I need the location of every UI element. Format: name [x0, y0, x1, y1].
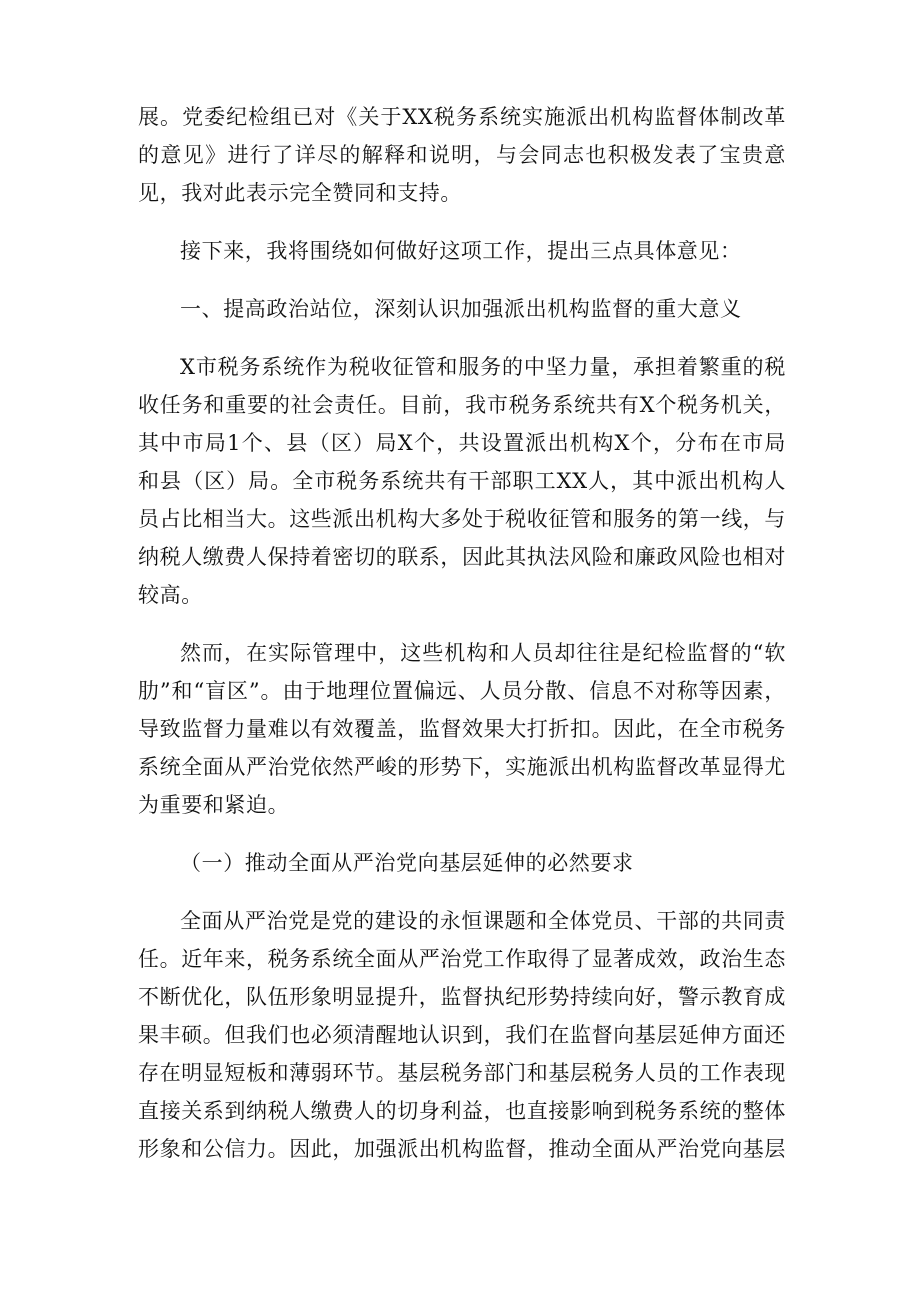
paragraph-requirement: 全面从严治党是党的建设的永恒课题和全体党员、干部的共同责任。近年来，税务系统全面从严治党工作取得了显著成效，政治生态不断优化，队伍形象明显提升，监督执纪形势持续向好，警示教育成果丰硕。但我们也必须清醒地认识到，我们在监督向基层延伸方面还存在明显短板和薄弱环节。基层税务部门和基层税务人员的工作表现直接关系到纳税人缴费人的切身利益，也直接影响到税务系统的整体形象和公信力。因此，加强派出机构监督，推动全面从严治党向基层 [138, 909, 786, 1161]
paragraph-continuation: 展。党委纪检组已对《关于XX税务系统实施派出机构监督体制改革的意见》进行了详尽的解释和说明，与会同志也积极发表了宝贵意见，我对此表示完全赞同和支持。 [138, 105, 786, 205]
paragraph-background: X市税务系统作为税收征管和服务的中坚力量，承担着繁重的税收任务和重要的社会责任。目前，我市税务系统共有X个税务机关，其中市局1个、县（区）局X个，共设置派出机构X个，分布在市局和县（区）局。全市税务系统共有干部职工XX人，其中派出机构人员占比相当大。这些派出机构大多处于税收征管和服务的第一线，与纳税人缴费人保持着密切的联系，因此其执法风险和廉政风险也相对较高。 [138, 355, 786, 607]
subsection-heading-1: （一）推动全面从严治党向基层延伸的必然要求 [180, 851, 634, 875]
document-body [138, 98, 786, 1168]
paragraph-problem: 然而，在实际管理中，这些机构和人员却往往是纪检监督的“软肋”和“盲区”。由于地理位置偏远、人员分散、信息不对称等因素，导致监督力量难以有效覆盖，监督效果大打折扣。因此，在全市税务系统全面从严治党依然严峻的形势下，实施派出机构监督改革显得尤为重要和紧迫。 [138, 641, 786, 817]
section-heading-1: 一、提高政治站位，深刻认识加强派出机构监督的重大意义 [180, 297, 742, 321]
paragraph-intro: 接下来，我将围绕如何做好这项工作，提出三点具体意见： [180, 239, 742, 263]
